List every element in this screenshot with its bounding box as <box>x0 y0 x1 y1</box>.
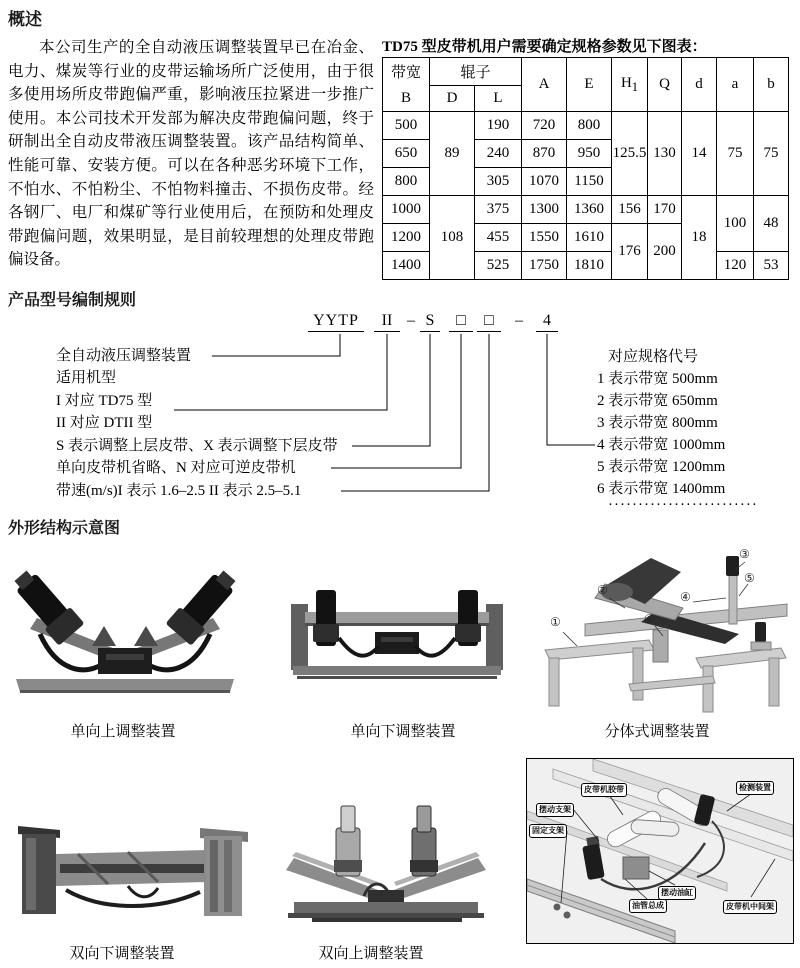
label-detector: 检测装置 <box>736 781 774 795</box>
code-part-box-2: □ <box>477 312 501 332</box>
single-up-illustration <box>0 566 250 706</box>
cell: 720 <box>522 112 567 140</box>
model-label-dtii: II 对应 DTII 型 <box>56 415 153 431</box>
code-dash-1: – <box>407 312 415 329</box>
cell: 14 <box>682 112 717 196</box>
code-part-box-1: □ <box>449 312 473 332</box>
header-a: A <box>522 58 567 112</box>
cell: 1000 <box>383 196 430 224</box>
spec-code-item: 3 表示带宽 800mm <box>597 415 718 431</box>
cell: 240 <box>475 140 522 168</box>
label-oil-pipe: 油管总成 <box>629 899 667 913</box>
cell: 305 <box>475 168 522 196</box>
figure-split-type-diagram <box>533 546 795 718</box>
cell: 1750 <box>522 252 567 280</box>
cell: 156 <box>612 196 648 224</box>
cell: 375 <box>475 196 522 224</box>
header-roller-d: D <box>430 85 475 112</box>
figures-heading: 外形结构示意图 <box>8 520 121 537</box>
cell: 120 <box>717 252 754 280</box>
header-b-small: b <box>754 58 789 112</box>
cell: 53 <box>754 252 789 280</box>
table-row <box>383 112 789 140</box>
header-roller-l: L <box>475 85 522 112</box>
header-d-small: d <box>682 58 717 112</box>
figure-single-up-photo <box>0 566 250 706</box>
cell: 800 <box>383 168 430 196</box>
cell: 650 <box>383 140 430 168</box>
cell: 100 <box>717 196 754 252</box>
label-swing-cylinder: 摆动油缸 <box>658 886 696 900</box>
figure-caption: 双向下调整装置 <box>69 946 175 962</box>
cell: 1300 <box>522 196 567 224</box>
figure-caption: 双向上调整装置 <box>318 946 424 962</box>
spec-table <box>382 57 789 280</box>
model-label-reversible: 单向皮带机省略、N 对应可逆皮带机 <box>56 460 296 476</box>
cell: 18 <box>682 196 717 280</box>
figure-double-down-photo <box>8 808 256 930</box>
callout-2: ② <box>597 583 608 597</box>
cell: 176 <box>612 224 648 280</box>
code-part-layer: S <box>420 312 440 332</box>
cell: 125.5 <box>612 112 648 196</box>
spec-codes-title: 对应规格代号 <box>608 349 699 365</box>
table-row <box>383 196 789 224</box>
spec-code-item: 5 表示带宽 1200mm <box>597 459 726 475</box>
cell: 500 <box>383 112 430 140</box>
model-label-td75: I 对应 TD75 型 <box>56 393 153 409</box>
model-code-diagram <box>0 308 800 520</box>
cell: 108 <box>430 196 475 280</box>
header-bandwidth-b: B <box>400 90 411 106</box>
header-q: Q <box>648 58 682 112</box>
figure-double-up-photo <box>272 798 500 934</box>
header-e: E <box>567 58 612 112</box>
cell: 1200 <box>383 224 430 252</box>
callout-4: ④ <box>680 590 691 604</box>
figure-caption: 单向下调整装置 <box>350 724 456 740</box>
callout-3: ③ <box>739 547 750 561</box>
cell: 48 <box>754 196 789 252</box>
cell: 1400 <box>383 252 430 280</box>
model-label-applicable: 适用机型 <box>56 370 117 386</box>
cell: 1550 <box>522 224 567 252</box>
cell: 870 <box>522 140 567 168</box>
single-down-illustration <box>283 588 511 688</box>
split-type-illustration <box>533 546 795 718</box>
cell: 75 <box>717 112 754 196</box>
cell: 1070 <box>522 168 567 196</box>
cell: 1360 <box>567 196 612 224</box>
spec-code-item: 2 表示带宽 650mm <box>597 393 718 409</box>
header-a-small: a <box>717 58 754 112</box>
model-label-device: 全自动液压调整装置 <box>56 348 192 364</box>
figure-caption: 单向上调整装置 <box>70 724 176 740</box>
cell: 190 <box>475 112 522 140</box>
header-bandwidth <box>383 58 430 112</box>
cell: 130 <box>648 112 682 196</box>
figure-single-down-photo <box>283 588 511 688</box>
label-middle-frame: 皮带机中间架 <box>723 900 777 914</box>
cell: 75 <box>754 112 789 196</box>
label-swing-bracket: 摆动支架 <box>536 803 574 817</box>
code-part-yytp: YYTP <box>308 312 364 332</box>
model-label-speed: 带速(m/s)I 表示 1.6–2.5 II 表示 2.5–5.1 <box>56 483 302 499</box>
figure-caption: 分体式调整装置 <box>604 724 710 740</box>
cell: 455 <box>475 224 522 252</box>
overview-heading: 概述 <box>8 10 42 29</box>
cell: 1610 <box>567 224 612 252</box>
cell: 200 <box>648 224 682 280</box>
callout-6: ⑥ <box>644 612 655 626</box>
label-belt: 皮带机胶带 <box>581 783 627 797</box>
spec-code-item: 1 表示带宽 500mm <box>597 371 718 387</box>
cell: 1150 <box>567 168 612 196</box>
header-roller: 辊子 <box>430 58 522 86</box>
header-h1: $H_1$ <box>612 58 648 112</box>
callout-5: ⑤ <box>744 571 755 585</box>
callout-1: ① <box>550 615 561 629</box>
model-label-layer: S 表示调整上层皮带、X 表示调整下层皮带 <box>56 438 338 454</box>
code-part-spec: 4 <box>536 312 558 332</box>
figure-labeled-assembly-diagram <box>526 758 794 944</box>
cell: 170 <box>648 196 682 224</box>
header-bandwidth-cn: 带宽 <box>390 65 421 81</box>
spec-table-title: TD75 型皮带机用户需要确定规格参数见下图表： <box>382 39 707 55</box>
label-fixed-bracket: 固定支架 <box>529 824 567 838</box>
double-up-illustration <box>272 798 500 934</box>
code-part-machine-type: II <box>374 312 400 332</box>
cell: 1810 <box>567 252 612 280</box>
spec-codes-ellipsis: ························· <box>608 497 758 513</box>
cell: 525 <box>475 252 522 280</box>
cell: 800 <box>567 112 612 140</box>
cell: 950 <box>567 140 612 168</box>
model-rules-heading: 产品型号编制规则 <box>8 292 137 309</box>
overview-paragraph: 本公司生产的全自动液压调整装置早已在冶金、电力、煤炭等行业的皮带运输场所广泛使用，由于很多使用场所皮带跑偏严重，影响液压拉紧进一步推广使用。本公司技术开发部为解决皮带跑偏问题，终于研制出全自动皮带液压调整装置。该产品结构简单、性能可靠、安装方便。可以在各种恶劣环境下工作，不怕水、不怕粉尘、不怕物料撞击、不损伤皮带。经各钢厂、电厂和煤矿等行业使用后，在预防和处理皮带跑偏问题，效果明显，是目前较理想的处理皮带跑偏设备。 <box>8 39 374 269</box>
spec-code-item: 4 表示带宽 1000mm <box>597 437 726 453</box>
code-dash-2: – <box>515 312 523 329</box>
cell: 89 <box>430 112 475 196</box>
spec-code-item: 6 表示带宽 1400mm <box>597 481 726 497</box>
double-down-illustration <box>8 808 256 930</box>
